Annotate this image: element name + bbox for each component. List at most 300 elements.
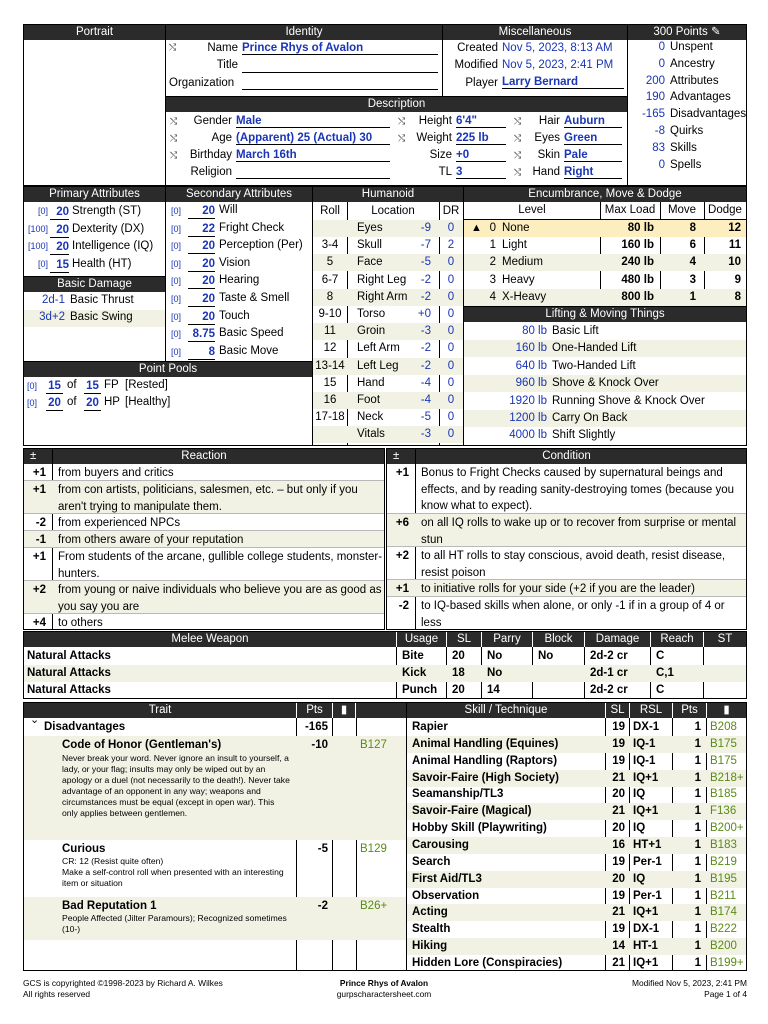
skill-relative-level: IQ-1 <box>633 737 656 750</box>
trait-notes: CR: 12 (Resist quite often) Make a self-control roll when presented with an interesting item or situation <box>62 856 284 888</box>
lift-value: 80 lb <box>522 325 547 337</box>
points-value: -165 <box>641 108 665 121</box>
skill-level: 16 <box>612 838 625 851</box>
pool-current[interactable]: 15 <box>46 379 63 394</box>
skill-reference[interactable]: B200 <box>710 940 737 953</box>
hair-label: Hair <box>538 115 560 127</box>
trait-points: -2 <box>317 900 328 912</box>
secondary-attributes-panel <box>165 186 313 362</box>
skill-relative-level: HT+1 <box>633 838 662 851</box>
attr-cost: [0] <box>171 329 182 340</box>
footer-center <box>284 978 484 1000</box>
primary-attributes-panel <box>23 186 166 277</box>
lift-label: Basic Lift <box>552 325 599 337</box>
hit-dr: 0 <box>447 222 455 234</box>
hit-dr: 2 <box>447 239 455 252</box>
points-label: Disadvantages <box>670 108 747 121</box>
hair-shuffle-icon[interactable]: ⤭ <box>514 116 522 126</box>
skill-name[interactable]: Stealth <box>412 923 451 936</box>
hit-roll: 13-14 <box>315 359 345 372</box>
size-field[interactable]: +0 <box>456 149 506 162</box>
mod-text: from others aware of your reputation <box>58 534 244 546</box>
trait-name[interactable]: Curious <box>62 843 106 855</box>
sl-col-header: SL <box>446 632 481 647</box>
pool-state: [Healthy] <box>125 396 171 408</box>
attr-value[interactable]: 20 <box>50 240 69 255</box>
birthday-label: Birthday <box>189 149 232 161</box>
skill-relative-level: IQ+1 <box>633 956 659 969</box>
points-header <box>628 25 746 40</box>
melee-parry: 14 <box>487 683 500 696</box>
created-label: Created <box>457 42 498 54</box>
hit-location-panel <box>312 186 464 446</box>
mod-value: +1 <box>395 467 409 479</box>
melee-name[interactable]: Natural Attacks <box>27 683 111 696</box>
trait-reference[interactable]: B129 <box>360 843 387 855</box>
lift-label: Shift Slightly <box>552 429 616 442</box>
points-label: Attributes <box>670 74 719 87</box>
enc-level-number: 1 <box>489 239 496 252</box>
skill-points: 1 <box>694 822 701 835</box>
attr-cost: [0] <box>171 311 182 322</box>
trait-bookmark-icon[interactable]: ▮ <box>332 703 356 718</box>
skill-points: 1 <box>694 788 701 801</box>
skill-points: 1 <box>694 872 701 885</box>
trait-notes: Never break your word. Never ignore an insult to yourself, a lady, or your flag; insults may only be wiped out by an apology or a duel (not necessarily to the death!). Never take advantage of an opponent in any way; weapons and circumstances must be equal (except in open war). This only applies between gentlemen. <box>62 753 290 818</box>
skill-reference[interactable]: B175 <box>710 754 737 767</box>
skill-level: 19 <box>612 889 625 902</box>
lift-value: 1200 lb <box>509 412 547 424</box>
parry-col-header: Parry <box>481 632 532 647</box>
attr-value[interactable]: 8 <box>188 345 215 360</box>
mod-value: +1 <box>32 551 46 563</box>
attr-label: Basic Move <box>219 344 279 357</box>
skill-level: 21 <box>612 805 625 818</box>
points-title: 300 Points <box>653 26 708 38</box>
mod-value: +4 <box>32 617 46 629</box>
skill-name[interactable]: Search <box>412 855 451 868</box>
attr-label: Dexterity (DX) <box>72 222 145 235</box>
hit-location: Eyes <box>357 222 383 234</box>
age-shuffle-icon[interactable]: ⤭ <box>170 133 178 143</box>
skill-level: 19 <box>612 855 625 868</box>
hit-location: Foot <box>357 394 381 406</box>
skill-relative-level: Per-1 <box>633 855 662 868</box>
pool-max[interactable]: 15 <box>84 379 101 394</box>
identity-header: Identity <box>166 25 442 40</box>
skill-name[interactable]: Animal Handling (Raptors) <box>412 754 558 767</box>
mod-text: From students of the arcane, gullible college students, monster-hunters. <box>58 551 383 580</box>
pool-current[interactable]: 20 <box>46 396 63 411</box>
skill-level: 19 <box>612 721 625 733</box>
trait-reference[interactable]: B127 <box>360 739 387 751</box>
skill-relative-level: DX-1 <box>633 721 660 733</box>
attr-value[interactable]: 20 <box>50 223 69 238</box>
height-shuffle-icon[interactable]: ⤭ <box>398 116 406 126</box>
hit-location: Neck <box>357 411 384 424</box>
attr-value[interactable]: 20 <box>188 274 215 289</box>
max-load-col-header: Max Load <box>604 204 656 216</box>
reach-col-header: Reach <box>650 632 703 647</box>
melee-name[interactable]: Natural Attacks <box>27 650 111 662</box>
identity-panel <box>165 24 443 97</box>
skill-reference[interactable]: F136 <box>710 805 737 818</box>
skill-relative-level: IQ+1 <box>633 805 659 818</box>
organization-label: Organization <box>169 77 235 89</box>
attr-value[interactable]: 22 <box>188 222 215 237</box>
dodge-col-header: Dodge <box>708 204 742 216</box>
enc-dodge: 10 <box>728 256 741 269</box>
melee-panel <box>23 631 747 699</box>
edit-icon[interactable]: ✎ <box>710 26 721 38</box>
pool-max[interactable]: 20 <box>84 396 101 411</box>
skill-level: 21 <box>612 956 625 969</box>
skill-points: 1 <box>694 956 701 969</box>
attr-cost: [0] <box>171 241 182 252</box>
location-col-header: Location <box>371 205 415 217</box>
skill-reference[interactable]: B174 <box>710 906 737 919</box>
enc-max-load: 480 lb <box>621 273 654 286</box>
damage-value: 2d-1 <box>41 294 65 306</box>
melee-sl: 20 <box>452 650 465 662</box>
birthday-shuffle-icon[interactable]: ⤭ <box>170 150 178 160</box>
skill-points: 1 <box>694 771 701 784</box>
lift-value: 1920 lb <box>509 394 547 407</box>
enc-max-load: 80 lb <box>627 222 654 234</box>
hit-penalty: -2 <box>420 359 431 372</box>
skill-relative-level: IQ+1 <box>633 906 659 919</box>
primary-attributes-header: Primary Attributes <box>24 187 165 202</box>
hit-roll: 11 <box>324 325 336 338</box>
skill-name[interactable]: First Aid/TL3 <box>412 872 482 885</box>
size-label: Size <box>429 149 452 161</box>
footer-modified: Modified Nov 5, 2023, 2:41 PM <box>632 978 747 988</box>
enc-level-number: 4 <box>489 290 496 303</box>
player-label: Player <box>465 77 498 89</box>
enc-move: 3 <box>689 273 696 286</box>
skin-label: Skin <box>537 149 560 161</box>
organization-field[interactable] <box>242 76 438 90</box>
skill-points: 1 <box>694 940 701 953</box>
pool-label: FP <box>104 379 119 391</box>
melee-name[interactable]: Natural Attacks <box>27 666 111 679</box>
melee-header <box>24 632 746 647</box>
gender-field[interactable]: Male <box>236 115 390 128</box>
hit-roll: 15 <box>323 376 337 389</box>
condition-panel <box>386 448 747 630</box>
skill-reference[interactable]: B208 <box>710 721 737 733</box>
mod-value: -2 <box>35 517 46 529</box>
hit-roll: 9-10 <box>318 308 342 320</box>
hit-roll: 16 <box>323 394 337 406</box>
skill-name[interactable]: Hobby Skill (Playwriting) <box>412 822 547 835</box>
enc-level-number: 2 <box>489 256 496 269</box>
enc-dodge: 9 <box>734 273 741 286</box>
tl-label: TL <box>438 166 452 178</box>
birthday-field[interactable]: March 16th <box>236 149 390 162</box>
skill-points: 1 <box>694 889 701 902</box>
points-label: Ancestry <box>670 57 715 70</box>
hit-location: Torso <box>357 308 386 320</box>
rsl-col-header: RSL <box>629 703 672 718</box>
religion-field[interactable] <box>236 165 390 179</box>
move-col-header: Move <box>667 204 697 216</box>
basic-damage-header: Basic Damage <box>24 277 165 292</box>
hit-dr: 0 <box>447 411 455 424</box>
hit-penalty: -2 <box>420 273 431 286</box>
enc-level-name: Heavy <box>502 273 535 286</box>
hand-label: Hand <box>532 166 560 178</box>
hit-location: Face <box>357 256 383 269</box>
trait-name[interactable]: Code of Honor (Gentleman's) <box>62 739 222 751</box>
hit-location: Skull <box>357 239 382 252</box>
melee-block: No <box>538 650 554 662</box>
hair-field[interactable]: Auburn <box>564 115 622 128</box>
hit-dr: 0 <box>447 290 455 303</box>
enc-level-name: None <box>502 222 530 234</box>
points-value: 200 <box>645 74 665 87</box>
skill-relative-level: IQ <box>633 788 646 801</box>
collapse-icon[interactable]: ⌄ <box>30 714 40 726</box>
age-label: Age <box>211 132 232 144</box>
shuffle-icon[interactable]: ⤭ <box>169 42 177 52</box>
enc-level-name: Light <box>502 239 527 252</box>
hit-penalty: +0 <box>417 308 431 320</box>
skill-name[interactable]: Seamanship/TL3 <box>412 788 504 801</box>
attr-cost: [0] <box>171 206 182 216</box>
condition-title: Condition <box>542 450 591 462</box>
trait-points: -10 <box>311 739 328 751</box>
skill-name[interactable]: Rapier <box>412 721 448 733</box>
footer-character-name: Prince Rhys of Avalon <box>339 978 429 988</box>
skill-relative-level: IQ+1 <box>633 771 659 784</box>
hand-shuffle-icon[interactable]: ⤭ <box>514 167 522 177</box>
footer-right <box>547 978 747 1000</box>
skill-reference[interactable]: B199+ <box>710 956 744 969</box>
skill-reference[interactable]: B211 <box>710 889 737 902</box>
attr-label: Intelligence (IQ) <box>72 240 154 252</box>
skill-reference[interactable]: B185 <box>710 788 737 801</box>
footer-site-link[interactable]: gurpscharactersheet.com <box>336 989 432 999</box>
skill-reference[interactable]: B175 <box>710 737 737 750</box>
weight-shuffle-icon[interactable]: ⤭ <box>398 133 406 143</box>
eyes-shuffle-icon[interactable]: ⤭ <box>514 133 522 143</box>
attr-value[interactable]: 15 <box>50 258 69 273</box>
points-panel <box>627 24 747 186</box>
trait-notes: People Affected (Jilter Paramours); Recognized sometimes (10-) <box>62 913 287 934</box>
melee-damage: 2d-2 cr <box>590 683 628 696</box>
skill-name[interactable]: Savoir-Faire (High Society) <box>412 771 559 784</box>
mod-text: to others <box>58 617 103 629</box>
skill-points: 1 <box>694 923 701 936</box>
attr-label: Fright Check <box>219 221 285 234</box>
enc-level-number: 0 <box>489 222 496 234</box>
modified-label: Modified <box>454 59 498 71</box>
attr-value[interactable]: 20 <box>188 239 215 254</box>
melee-damage: 2d-1 cr <box>590 666 628 679</box>
attr-value[interactable]: 20 <box>188 310 215 325</box>
skill-level: 20 <box>612 822 625 835</box>
melee-usage: Bite <box>402 650 424 662</box>
skill-name[interactable]: Savoir-Faire (Magical) <box>412 805 532 818</box>
pool-state: [Rested] <box>125 379 168 391</box>
traits-panel <box>23 702 407 971</box>
skill-reference[interactable]: B218+ <box>710 771 744 784</box>
points-label: Unspent <box>670 41 713 53</box>
skill-relative-level: Per-1 <box>633 889 662 902</box>
melee-reach: C <box>656 650 665 662</box>
lift-value: 160 lb <box>515 342 547 355</box>
description-panel <box>165 96 628 186</box>
page-number: Page 1 of 4 <box>704 989 747 999</box>
points-value: 190 <box>645 91 665 104</box>
tl-field[interactable]: 3 <box>456 166 506 179</box>
mod-text: to all HT rolls to stay conscious, avoid death, resist disease, resist poison <box>421 550 726 579</box>
trait-name[interactable]: Bad Reputation 1 <box>62 900 157 912</box>
points-label: Quirks <box>670 125 704 137</box>
skill-name[interactable]: Carousing <box>412 838 469 851</box>
hit-roll: 5 <box>326 256 334 269</box>
lift-label: Running Shove & Knock Over <box>552 394 705 407</box>
mod-text: to initiative rolls for your side (+2 if you are the leader) <box>421 583 695 595</box>
lifting-panel <box>463 306 747 446</box>
attr-cost: [0] <box>171 223 182 234</box>
eyes-field[interactable]: Green <box>564 132 622 145</box>
attr-value[interactable]: 20 <box>188 257 215 272</box>
enc-dodge: 8 <box>734 290 741 303</box>
points-value: 0 <box>658 57 665 70</box>
skill-relative-level: IQ <box>633 872 646 885</box>
skills-header <box>407 703 746 718</box>
melee-usage: Punch <box>402 683 438 696</box>
mod-value: +1 <box>32 484 46 496</box>
skill-relative-level: DX-1 <box>633 923 660 936</box>
pool-label: HP <box>104 396 120 408</box>
attr-cost: [0] <box>171 276 182 287</box>
hit-location: Vitals <box>357 428 385 441</box>
name-field[interactable]: Prince Rhys of Avalon <box>242 42 438 55</box>
skill-level: 21 <box>612 771 625 784</box>
attr-cost: [100] <box>27 241 48 251</box>
trait-reference[interactable]: B26+ <box>360 900 388 912</box>
skill-points: 1 <box>694 754 701 767</box>
mod-row-line <box>387 629 746 630</box>
title-label: Title <box>216 59 238 71</box>
skill-bookmark-icon[interactable]: ▮ <box>706 703 746 718</box>
gender-label: Gender <box>193 115 232 127</box>
skin-field[interactable]: Pale <box>564 149 622 162</box>
trait-group-name[interactable]: Disadvantages <box>44 721 126 733</box>
attr-label: Vision <box>219 256 251 269</box>
skill-relative-level: HT-1 <box>633 940 658 953</box>
age-field[interactable]: (Apparent) 25 (Actual) 30 <box>236 132 390 145</box>
mod-text: from young or naive individuals who believe you are as good as you say you are <box>58 584 382 613</box>
skill-level: 19 <box>612 923 625 936</box>
hit-roll: 8 <box>326 290 334 303</box>
height-label: Height <box>418 115 452 127</box>
attr-value[interactable]: 20 <box>188 292 215 307</box>
height-field[interactable]: 6'4" <box>456 115 506 128</box>
skill-reference[interactable]: B200+ <box>710 822 744 835</box>
enc-level-name: Medium <box>502 256 543 269</box>
enc-move: 4 <box>689 256 696 269</box>
skill-name[interactable]: Acting <box>412 906 448 919</box>
hand-field[interactable]: Right <box>564 166 622 179</box>
hit-roll: 12 <box>323 342 337 355</box>
attr-value[interactable]: 20 <box>50 205 69 220</box>
hit-penalty: -4 <box>420 394 431 406</box>
basic-damage-panel <box>23 276 166 362</box>
hit-location: Right Arm <box>357 290 408 303</box>
skill-level: 19 <box>612 737 625 750</box>
attr-label: Health (HT) <box>72 257 132 270</box>
enc-level-name: X-Heavy <box>502 290 547 303</box>
portrait-panel[interactable] <box>23 24 166 186</box>
skin-shuffle-icon[interactable]: ⤭ <box>514 150 522 160</box>
reaction-header <box>24 449 384 464</box>
attr-cost: [100] <box>27 223 48 234</box>
hit-dr: 0 <box>447 273 455 286</box>
skill-name[interactable]: Observation <box>412 889 480 902</box>
title-field[interactable] <box>242 59 438 73</box>
modified-value: Nov 5, 2023, 2:41 PM <box>502 59 614 71</box>
reaction-title: Reaction <box>181 450 227 462</box>
attr-label: Hearing <box>219 274 260 287</box>
attr-cost: [0] <box>37 206 48 216</box>
skill-reference[interactable]: B219 <box>710 855 737 868</box>
sl-col-header: SL <box>605 703 629 718</box>
reaction-pm-col: ± <box>30 450 37 462</box>
attr-value[interactable]: 20 <box>188 204 215 219</box>
melee-title: Melee Weapon <box>171 633 249 645</box>
melee-parry: No <box>487 666 503 679</box>
attr-value[interactable]: 8.75 <box>188 327 215 342</box>
attr-label: Will <box>219 204 238 216</box>
hit-dr: 0 <box>447 359 455 372</box>
melee-sl: 20 <box>452 683 465 696</box>
skill-name[interactable]: Hiking <box>412 940 448 953</box>
hit-dr: 0 <box>447 394 455 406</box>
hit-penalty: -7 <box>420 239 431 252</box>
damage-col-header: Damage <box>584 632 650 647</box>
point-pools-panel <box>23 361 313 446</box>
skill-name[interactable]: Animal Handling (Equines) <box>412 737 559 750</box>
attr-label: Basic Speed <box>219 327 284 340</box>
weight-field[interactable]: 225 lb <box>456 132 506 145</box>
skill-name[interactable]: Hidden Lore (Conspiracies) <box>412 956 563 969</box>
damage-value: 3d+2 <box>39 311 65 323</box>
skill-reference[interactable]: B222 <box>710 923 737 936</box>
block-col-header: Block <box>532 632 584 647</box>
melee-usage: Kick <box>402 666 427 679</box>
skill-level: 21 <box>612 906 625 919</box>
mod-value: +2 <box>32 584 46 596</box>
skill-reference[interactable]: B195 <box>710 872 737 885</box>
hit-penalty: -5 <box>420 411 431 424</box>
hit-location: Left Leg <box>357 359 399 372</box>
skill-reference[interactable]: B183 <box>710 838 737 851</box>
melee-damage: 2d-2 cr <box>590 650 628 662</box>
trait-points: -5 <box>317 843 328 855</box>
attr-label: Perception (Per) <box>219 239 303 252</box>
skill-points: 1 <box>694 838 701 851</box>
attr-cost: [0] <box>171 258 182 269</box>
hit-roll: 17-18 <box>315 411 345 424</box>
player-field[interactable]: Larry Bernard <box>502 76 624 89</box>
hit-penalty: -2 <box>420 290 431 303</box>
gender-shuffle-icon[interactable]: ⤭ <box>170 116 178 126</box>
lift-value: 960 lb <box>515 377 547 390</box>
